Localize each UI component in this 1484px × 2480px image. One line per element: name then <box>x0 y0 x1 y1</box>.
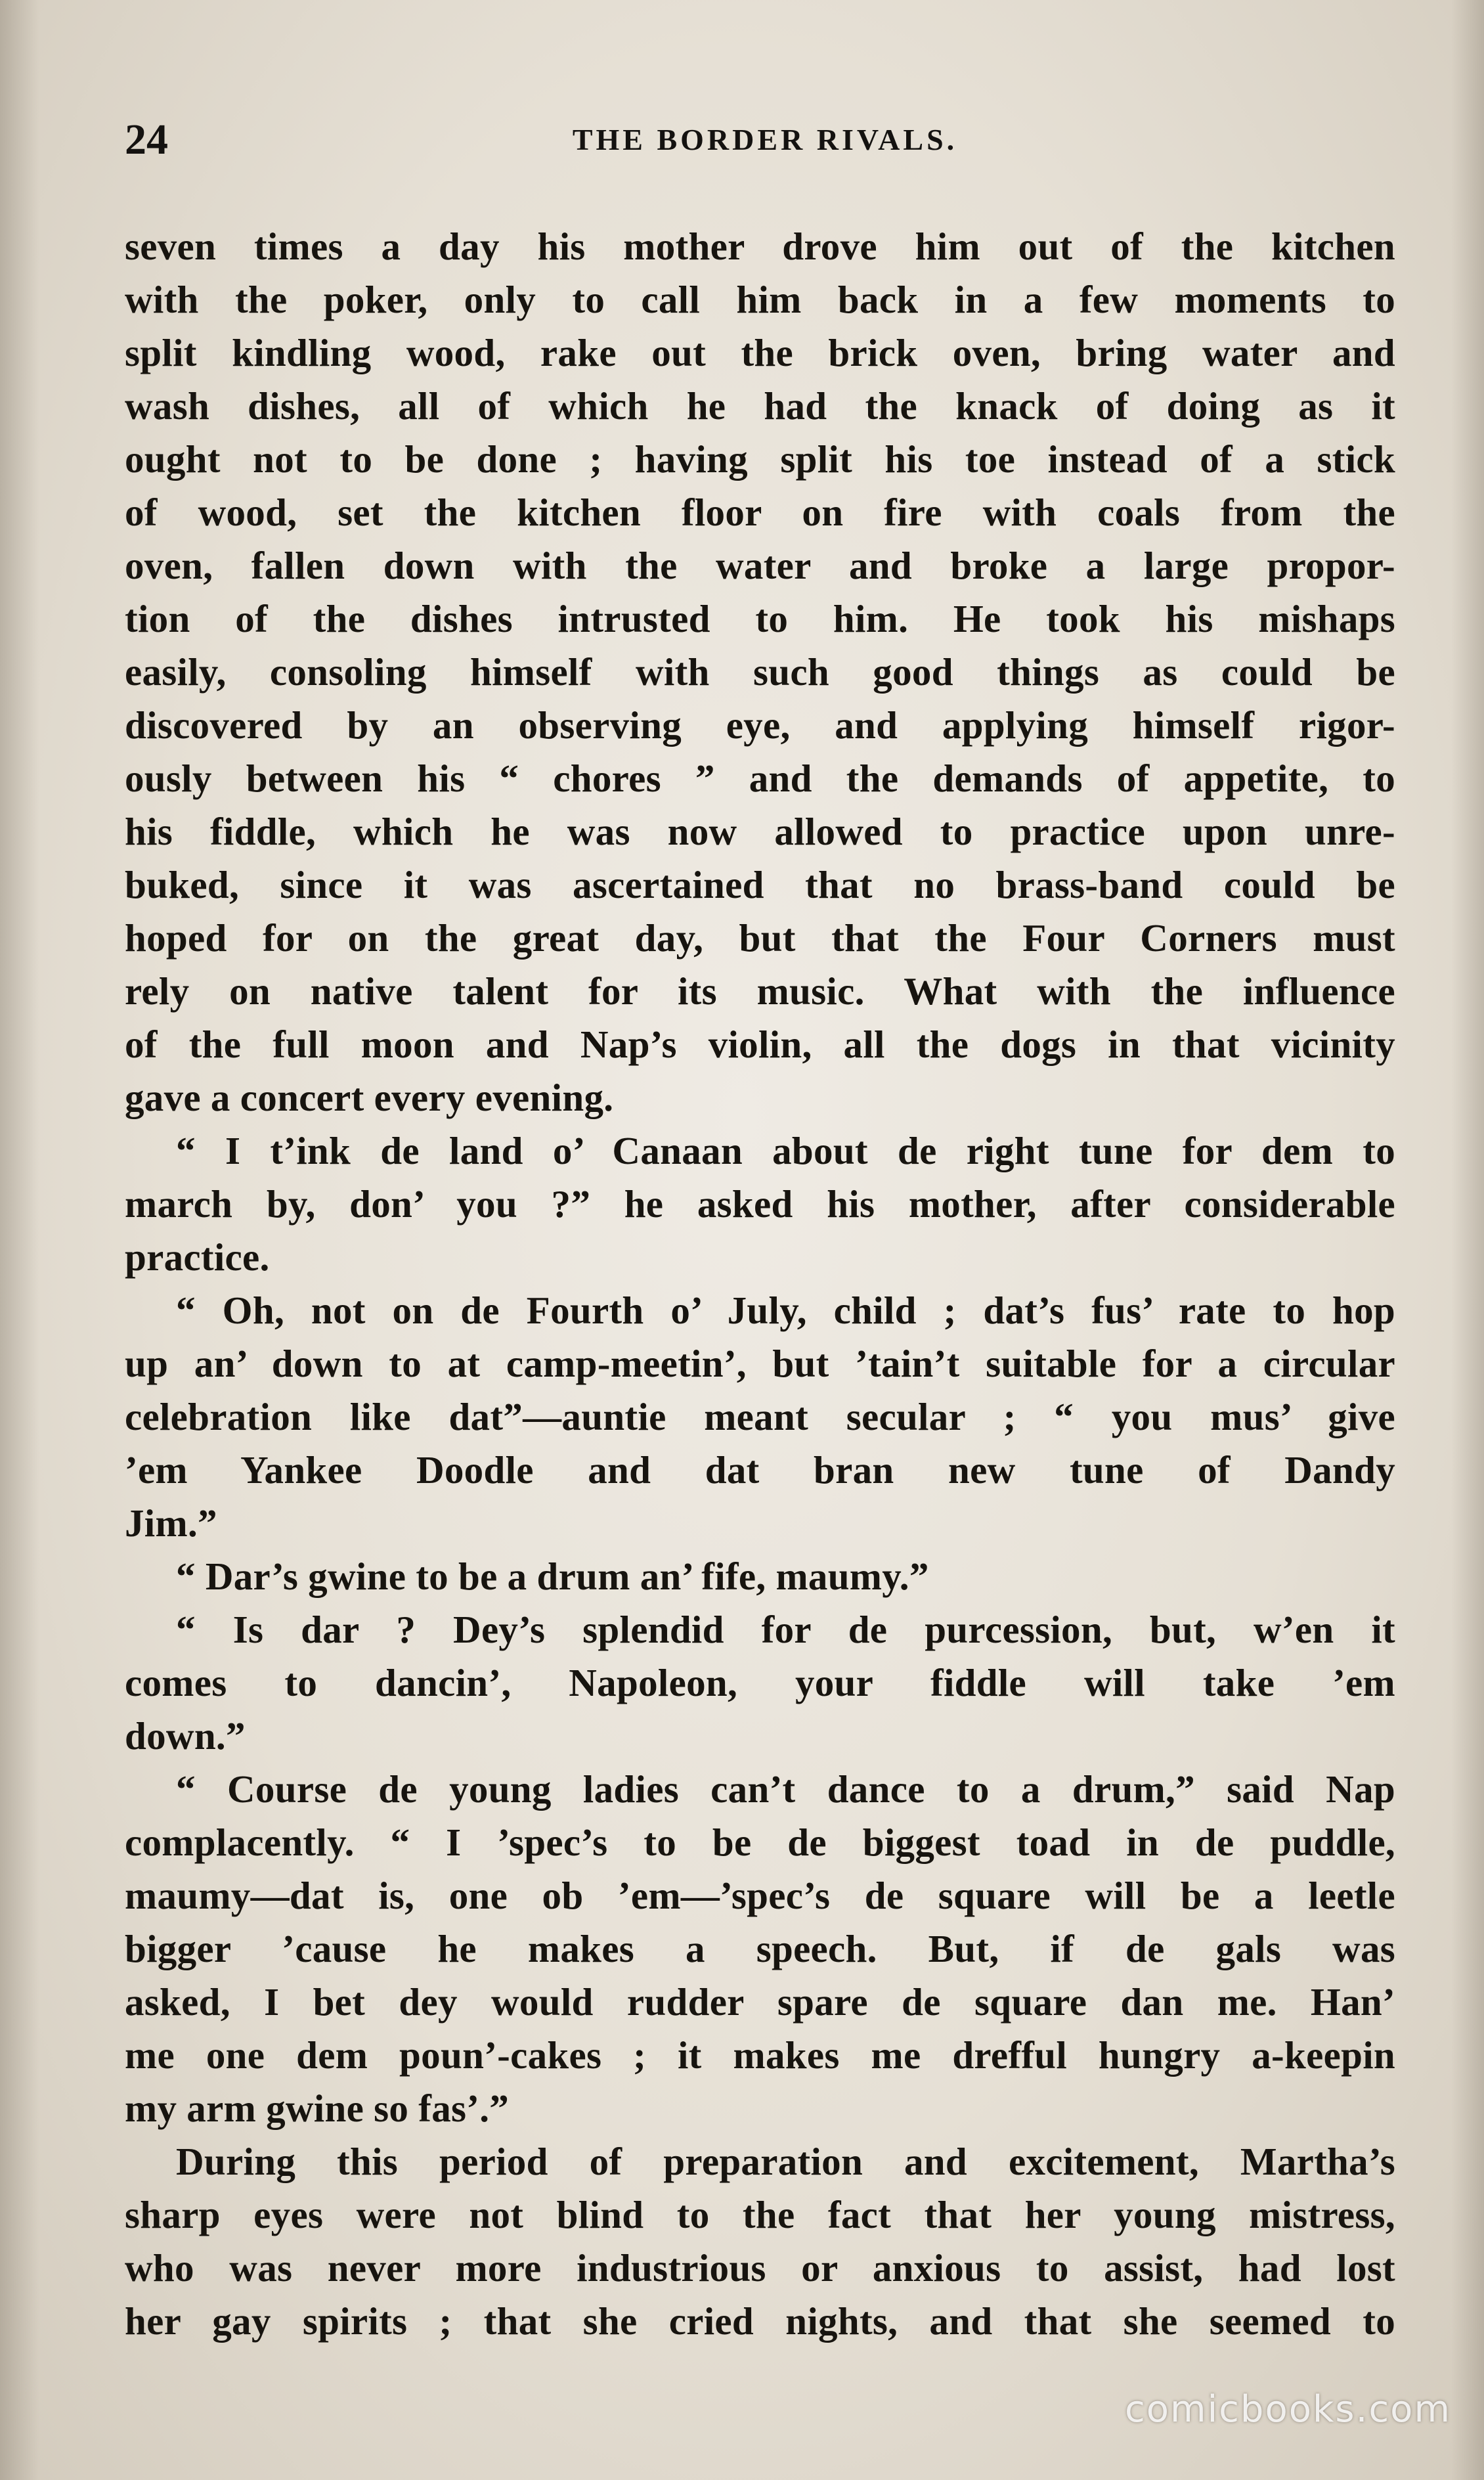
text-line: rely on native talent for its music. What with the influence <box>125 969 1395 1013</box>
text-line: “ Dar’s gwine to be a drum an’ fife, maumy.” <box>176 1555 929 1598</box>
text-line: maumy—dat is, one ob ’em—’spec’s de square will be a leetle <box>125 1874 1395 1917</box>
text-line: me one dem poun’-cakes ; it makes me drefful hungry a-keepin <box>125 2033 1395 2077</box>
text-line: asked, I bet dey would rudder spare de square dan me. Han’ <box>125 1980 1395 2024</box>
page-edge-shadow-left <box>0 0 39 2480</box>
text-line: comes to dancin’, Napoleon, your fiddle will take ’em <box>125 1661 1395 1704</box>
text-line: ’em Yankee Doodle and dat bran new tune of Dandy <box>125 1448 1395 1492</box>
text-line: “ Course de young ladies can’t dance to a drum,” said Nap <box>176 1767 1395 1811</box>
text-line: discovered by an observing eye, and applying himself rigor- <box>125 703 1395 747</box>
text-line: his fiddle, which he was now allowed to practice upon unre- <box>125 810 1395 853</box>
text-line: oven, fallen down with the water and broke a large propor- <box>125 544 1395 587</box>
text-line: buked, since it was ascertained that no brass-band could be <box>125 863 1395 906</box>
text-line: down.” <box>125 1714 246 1758</box>
text-line: “ Is dar ? Dey’s splendid for de purcession, but, w’en it <box>176 1608 1395 1651</box>
running-head <box>125 110 1392 169</box>
text-line: wash dishes, all of which he had the knack of doing as it <box>125 384 1395 428</box>
text-line: “ Oh, not on de Fourth o’ July, child ; dat’s fus’ rate to hop <box>176 1289 1395 1332</box>
text-line: gave a concert every evening. <box>125 1076 614 1119</box>
text-line: Jim.” <box>125 1501 217 1545</box>
text-line: of the full moon and Nap’s violin, all the dogs in that vicinity <box>125 1023 1395 1066</box>
text-line: easily, consoling himself with such good things as could be <box>125 650 1395 694</box>
running-title: THE BORDER RIVALS. <box>572 123 958 156</box>
text-line: march by, don’ you ?” he asked his mother, after considerable <box>125 1182 1395 1226</box>
text-line: practice. <box>125 1235 270 1279</box>
body-text <box>125 220 1395 2348</box>
text-line: bigger ’cause he makes a speech. But, if de gals was <box>125 1927 1395 1970</box>
text-line: hoped for on the great day, but that the Four Corners must <box>125 916 1395 960</box>
page-edge-shadow-right <box>1451 0 1484 2480</box>
text-line: split kindling wood, rake out the brick oven, bring water and <box>125 331 1395 374</box>
text-line: my arm gwine so fas’.” <box>125 2087 510 2130</box>
text-line: seven times a day his mother drove him out of the kitchen <box>125 225 1395 268</box>
text-line: with the poker, only to call him back in a few moments to <box>125 278 1395 321</box>
text-line: complacently. “ I ’spec’s to be de biggest toad in de puddle, <box>125 1821 1395 1864</box>
text-line: who was never more industrious or anxious to assist, had lost <box>125 2246 1395 2290</box>
text-line: celebration like dat”—auntie meant secular ; “ you mus’ give <box>125 1395 1395 1438</box>
text-line: ought not to be done ; having split his toe instead of a stick <box>125 437 1395 481</box>
text-line: tion of the dishes intrusted to him. He took his mishaps <box>125 597 1395 640</box>
watermark: comicbooks.com <box>1124 2388 1451 2431</box>
text-line: of wood, set the kitchen floor on fire with coals from the <box>125 491 1395 534</box>
text-line: sharp eyes were not blind to the fact that her young mistress, <box>125 2193 1395 2236</box>
text-line: During this period of preparation and excitement, Martha’s <box>176 2140 1395 2183</box>
text-line: ously between his “ chores ” and the demands of appetite, to <box>125 757 1395 800</box>
text-line: “ I t’ink de land o’ Canaan about de right tune for dem to <box>176 1129 1395 1172</box>
text-line: up an’ down to at camp-meetin’, but ’tain’t suitable for a circular <box>125 1342 1395 1385</box>
text-line: her gay spirits ; that she cried nights, and that she seemed to <box>125 2299 1395 2343</box>
page-number: 24 <box>125 116 168 164</box>
